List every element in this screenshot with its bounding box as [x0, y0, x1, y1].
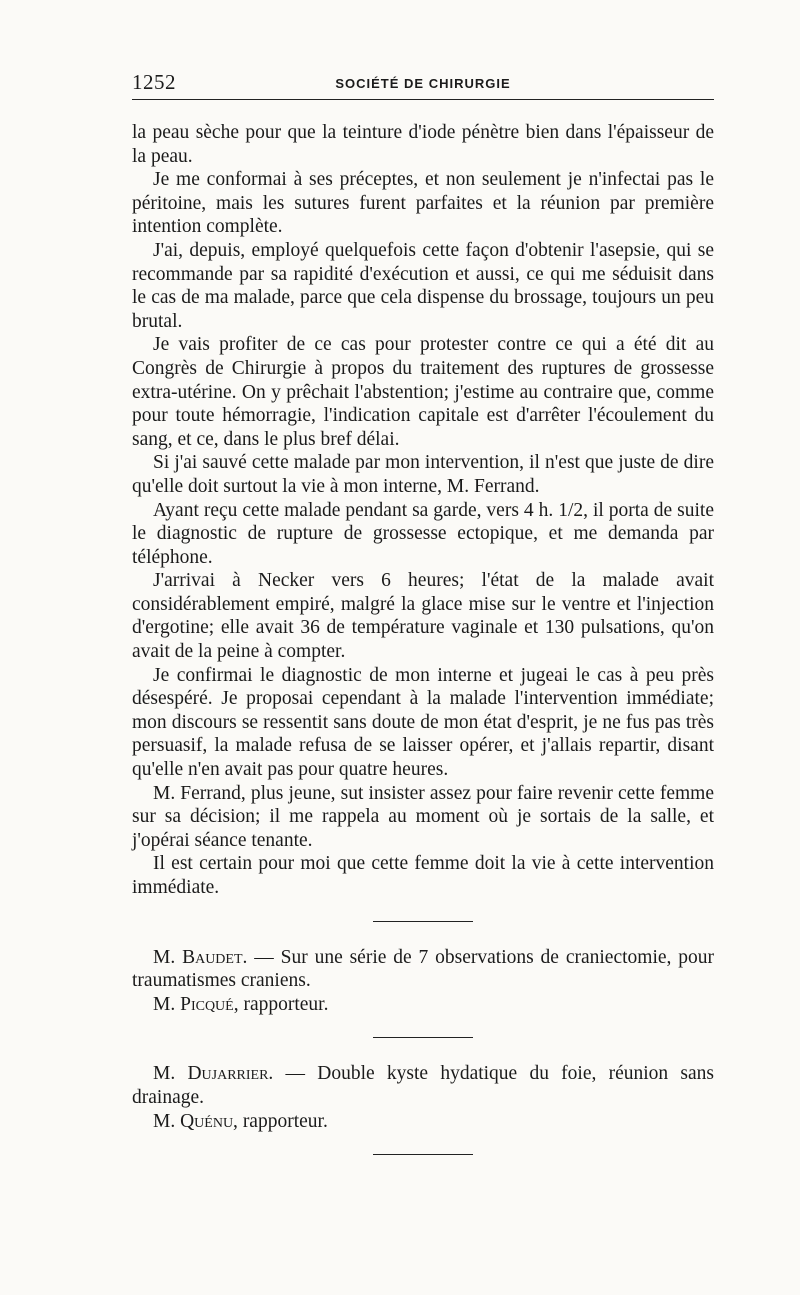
report-entry [132, 1062, 714, 1133]
section-divider [373, 921, 473, 922]
rapporteur-label: rapporteur. [243, 993, 329, 1015]
report-prefix: M. [153, 1063, 176, 1085]
rapporteur-prefix: M. [153, 993, 176, 1015]
page-number: 1252 [132, 70, 176, 94]
report-author: Dujarrier. [187, 1063, 274, 1085]
header-rule [132, 99, 714, 100]
report-title-line [132, 1062, 714, 1109]
paragraph: M. Ferrand, plus jeune, sut insister assez pour faire revenir cette femme sur sa décision; il me rappela au moment où je sortais de la salle, et j'opérai séance tenante. [132, 782, 714, 851]
report-entry [132, 946, 714, 1017]
paragraph: J'arrivai à Necker vers 6 heures; l'état de la malade avait considérablement empiré, malgré la glace mise sur le ventre et l'injection d'ergotine; elle avait 36 de température vaginale et 130 pulsations, qu'on avait de la peine à compter. [132, 570, 714, 663]
report-rapporteur-line [132, 993, 714, 1017]
paragraph: Je confirmai le diagnostic de mon interne et jugeai le cas à peu près désespéré. Je proposai cependant à la malade l'intervention immédiate; mon discours se ressentit sans doute de mon état d'esprit, je ne fus pas très persuasif, la malade refusa de se laisser opérer, et j'allais repartir, disant qu'elle n'en avait pas pour quatre heures. [132, 664, 714, 781]
paragraph: Je me conformai à ses préceptes, et non seulement je n'infectai pas le péritoine, mais les sutures furent parfaites et la réunion par première intention complète. [132, 169, 714, 238]
rapporteur-name: Quénu, [180, 1110, 238, 1132]
body-text [132, 121, 714, 1179]
paragraph: Si j'ai sauvé cette malade par mon intervention, il n'est que juste de dire qu'elle doit surtout la vie à mon interne, M. Ferrand. [132, 452, 714, 497]
report-title: — Double kyste hydatique du foie, réunion sans drainage. [132, 1063, 714, 1108]
report-author: Baudet. [182, 946, 248, 968]
paragraph: Ayant reçu cette malade pendant sa garde, vers 4 h. 1/2, il porta de suite le diagnostic de rupture de grossesse ectopique, et me demanda par téléphone. [132, 499, 714, 568]
rapporteur-prefix: M. [153, 1110, 176, 1132]
paragraph: J'ai, depuis, employé quelquefois cette façon d'obtenir l'asepsie, qui se recommande par sa rapidité d'exécution et aussi, ce qui me séduisit dans le cas de ma malade, parce que cela dispense du brossage, toujours un peu brutal. [132, 239, 714, 332]
paragraph: Il est certain pour moi que cette femme doit la vie à cette intervention immédiate. [132, 853, 714, 898]
section-divider [373, 1037, 473, 1038]
report-title-line [132, 946, 714, 993]
paragraph: la peau sèche pour que la teinture d'iode pénètre bien dans l'épaisseur de la peau. [132, 122, 714, 167]
report-prefix: M. [153, 946, 176, 968]
report-title: — Sur une série de 7 observations de craniectomie, pour traumatismes craniens. [132, 946, 714, 992]
page-header [132, 70, 714, 100]
running-head: SOCIÉTÉ DE CHIRURGIE [335, 76, 511, 91]
paragraph: Je vais profiter de ce cas pour protester contre ce qui a été dit au Congrès de Chirurgie à propos du traitement des ruptures de grossesse extra-utérine. On y prêchait l'abstention; j'estime au contraire que, comme pour toute hémorragie, l'indication capitale est d'arrêter l'écoulement du sang, et ce, dans le plus bref délai. [132, 334, 714, 450]
rapporteur-name: Picqué, [180, 993, 239, 1015]
section-divider [373, 1154, 473, 1155]
report-rapporteur-line [132, 1110, 714, 1134]
rapporteur-label: rapporteur. [242, 1110, 328, 1132]
